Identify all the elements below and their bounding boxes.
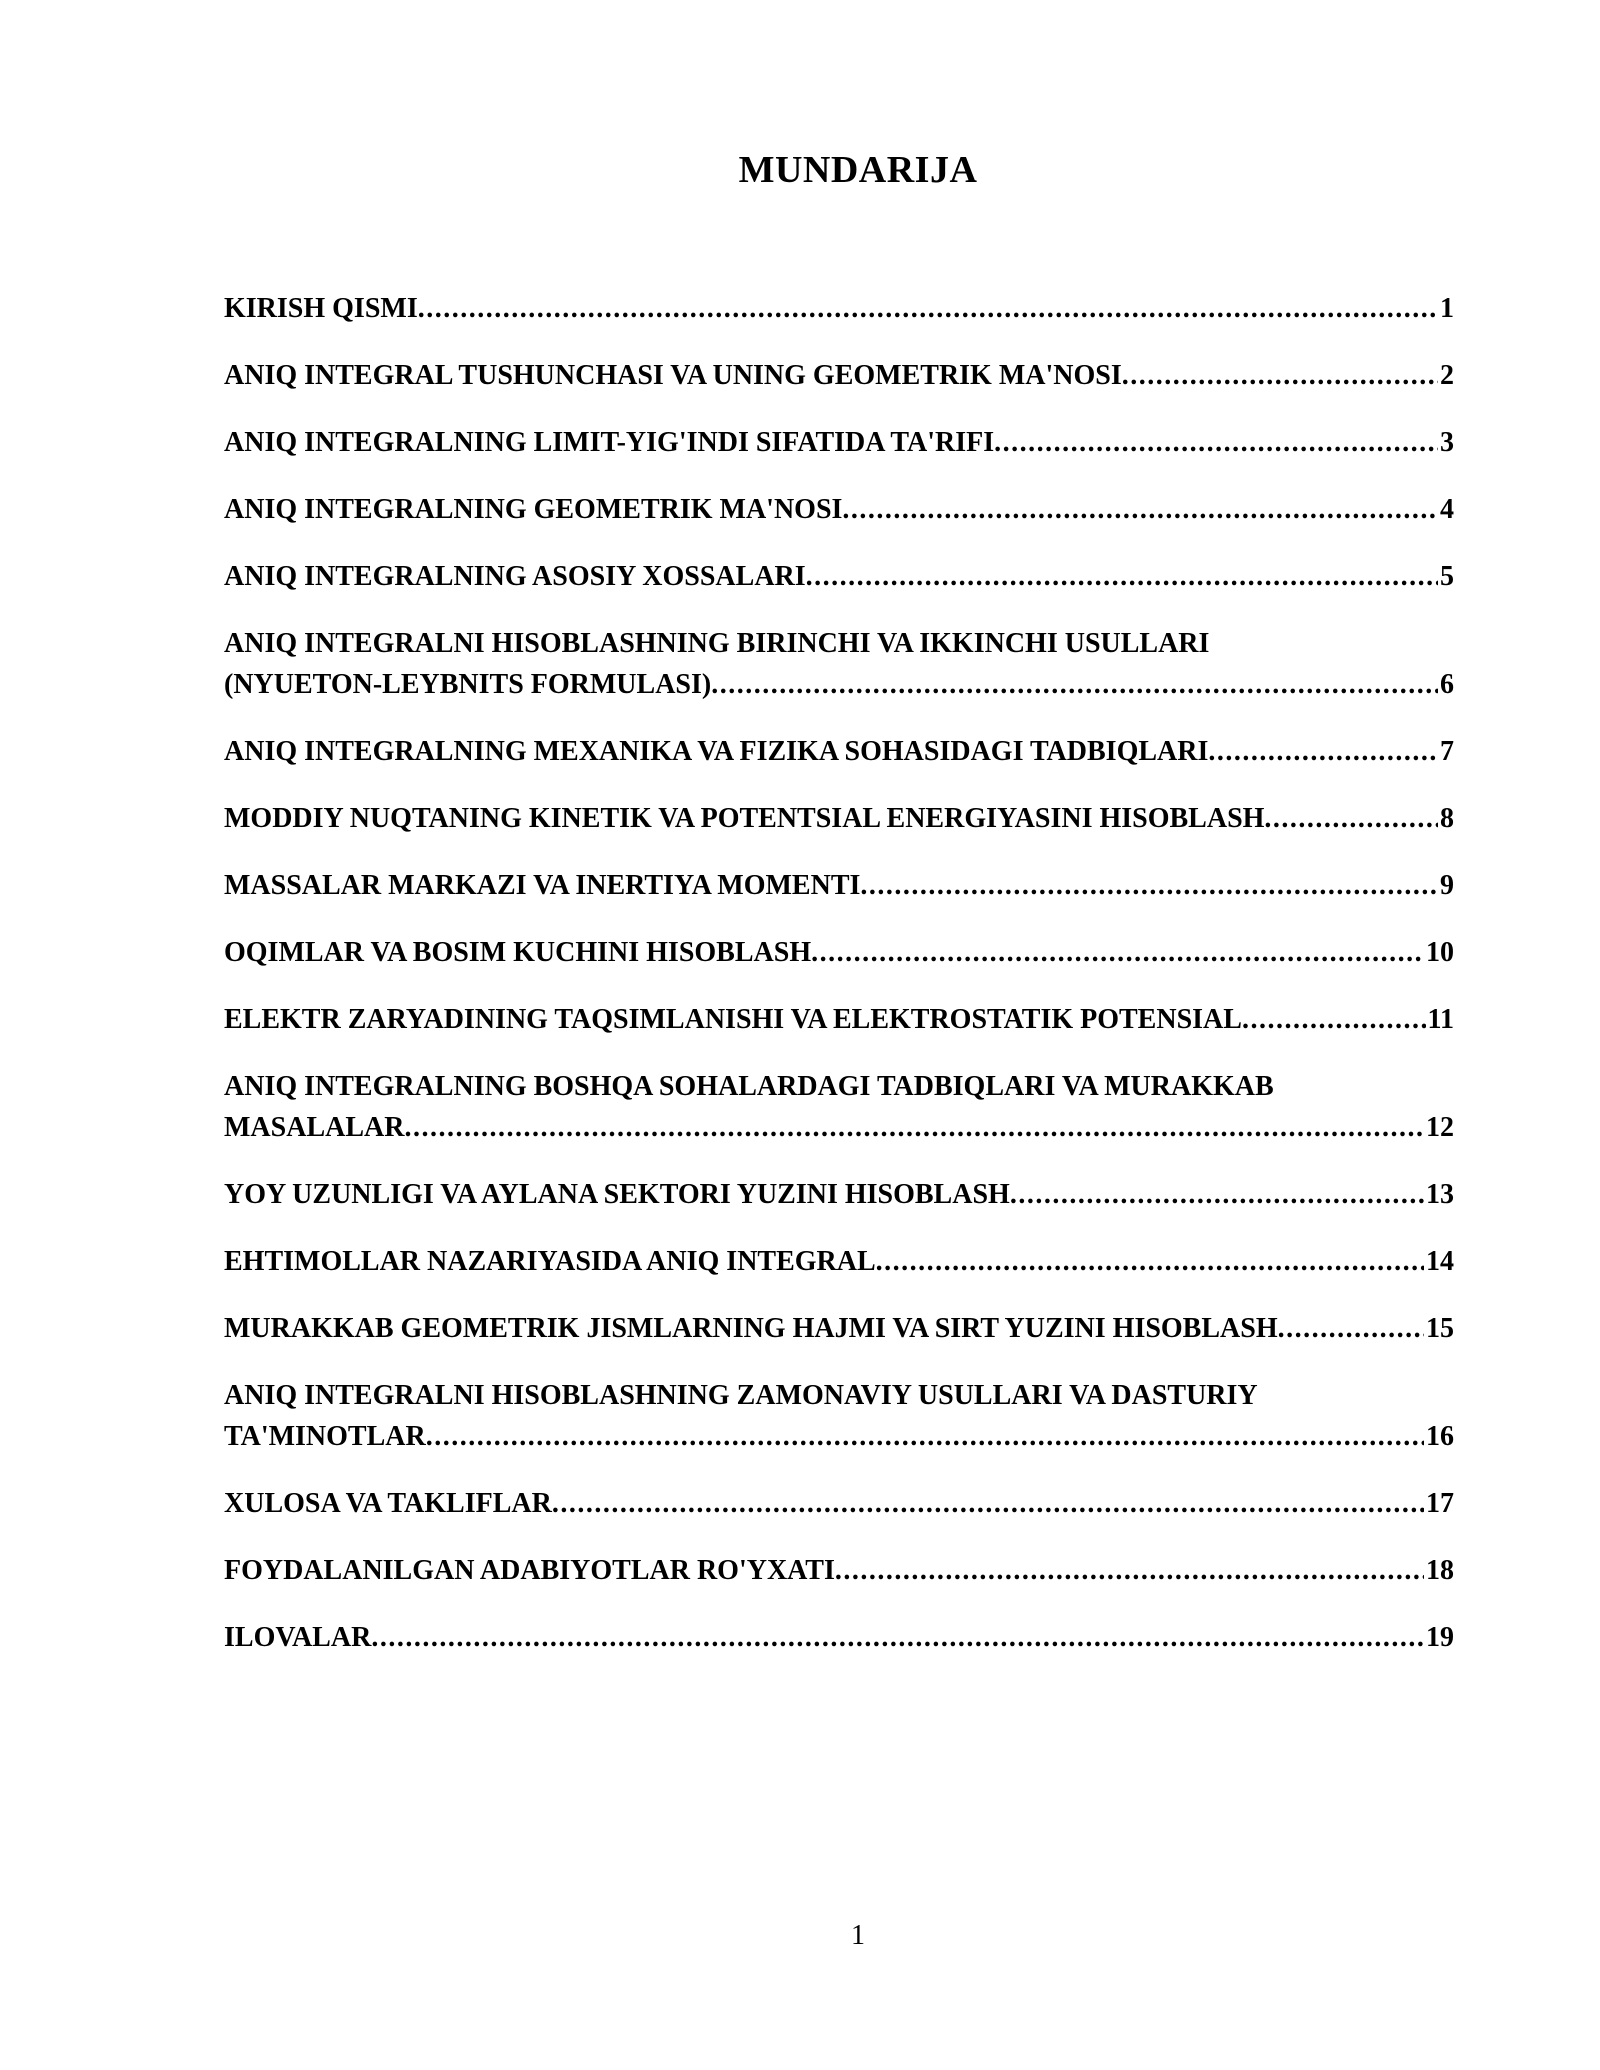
- table-of-contents: [224, 288, 1454, 1684]
- toc-dot-leader: [1264, 798, 1438, 839]
- toc-entry-page-number: 8: [1440, 803, 1454, 834]
- toc-dot-leader: [876, 1241, 1424, 1282]
- toc-dot-leader: [842, 489, 1438, 530]
- toc-entry-line: [224, 798, 1454, 839]
- toc-entry-page-number: 5: [1440, 561, 1454, 592]
- toc-dot-leader: [806, 556, 1438, 597]
- toc-entry[interactable]: [224, 999, 1454, 1040]
- toc-entry-title: ILOVALAR: [224, 1622, 372, 1653]
- toc-entry-page-number: 6: [1440, 669, 1454, 700]
- toc-entry-page-number: 18: [1426, 1555, 1454, 1586]
- toc-entry-line: [224, 1416, 1454, 1457]
- toc-entry[interactable]: [224, 556, 1454, 597]
- page-title: MUNDARIJA: [738, 149, 978, 191]
- toc-entry-line: [224, 865, 1454, 906]
- toc-entry-line: [224, 999, 1454, 1040]
- toc-entry[interactable]: [224, 1174, 1454, 1215]
- toc-entry[interactable]: [224, 1308, 1454, 1349]
- toc-dot-leader: [994, 422, 1438, 463]
- toc-entry-line: [224, 1483, 1454, 1524]
- toc-dot-leader: [404, 1107, 1424, 1148]
- toc-entry[interactable]: [224, 489, 1454, 530]
- toc-entry-page-number: 17: [1426, 1488, 1454, 1519]
- toc-entry[interactable]: [224, 798, 1454, 839]
- toc-entry-title: ANIQ INTEGRALNING GEOMETRIK MA'NOSI: [224, 494, 843, 525]
- toc-entry[interactable]: [224, 1550, 1454, 1591]
- toc-entry-title: MURAKKAB GEOMETRIK JISMLARNING HAJMI VA SIRT YUZINI HISOBLASH: [224, 1313, 1278, 1344]
- toc-entry-line: [224, 1107, 1454, 1148]
- toc-dot-leader: [1010, 1174, 1424, 1215]
- toc-dot-leader: [426, 1416, 1424, 1457]
- toc-entry-line: [224, 355, 1454, 396]
- toc-entry-page-number: 7: [1440, 736, 1454, 767]
- toc-dot-leader: [835, 1550, 1424, 1591]
- toc-entry-page-number: 16: [1426, 1421, 1454, 1452]
- toc-entry-page-number: 11: [1427, 1004, 1454, 1035]
- toc-entry-title: ANIQ INTEGRALNING MEXANIKA VA FIZIKA SOHASIDAGI TADBIQLARI: [224, 736, 1209, 767]
- toc-entry-title: (NYUETON-LEYBNITS FORMULASI): [224, 669, 712, 700]
- toc-entry-title-line1: ANIQ INTEGRALNI HISOBLASHNING BIRINCHI VA IKKINCHI USULLARI: [224, 628, 1210, 659]
- toc-dot-leader: [552, 1483, 1424, 1524]
- toc-entry-title: TA'MINOTLAR: [224, 1421, 426, 1452]
- toc-entry-title: MASALALAR: [224, 1112, 405, 1143]
- toc-entry-page-number: 19: [1426, 1622, 1454, 1653]
- toc-entry-title: MODDIY NUQTANING KINETIK VA POTENTSIAL ENERGIYASINI HISOBLASH: [224, 803, 1265, 834]
- toc-entry[interactable]: [224, 355, 1454, 396]
- toc-entry-title: FOYDALANILGAN ADABIYOTLAR RO'YXATI: [224, 1555, 835, 1586]
- toc-entry-page-number: 13: [1426, 1179, 1454, 1210]
- toc-entry-page-number: 1: [1440, 293, 1454, 324]
- toc-entry[interactable]: [224, 1375, 1454, 1457]
- toc-entry-title: MASSALAR MARKAZI VA INERTIYA MOMENTI: [224, 870, 861, 901]
- toc-dot-leader: [860, 865, 1438, 906]
- toc-entry-line: [224, 288, 1454, 329]
- toc-entry-title: EHTIMOLLAR NAZARIYASIDA ANIQ INTEGRAL: [224, 1246, 876, 1277]
- page-number: 1: [851, 1920, 865, 1951]
- toc-dot-leader: [1278, 1308, 1424, 1349]
- toc-entry-page-number: 4: [1440, 494, 1454, 525]
- toc-dot-leader: [371, 1617, 1424, 1658]
- toc-entry-title: ANIQ INTEGRALNING LIMIT-YIG'INDI SIFATIDA TA'RIFI: [224, 427, 995, 458]
- toc-entry-title: YOY UZUNLIGI VA AYLANA SEKTORI YUZINI HISOBLASH: [224, 1179, 1010, 1210]
- toc-entry[interactable]: [224, 731, 1454, 772]
- toc-dot-leader: [811, 932, 1424, 973]
- toc-entry-page-number: 15: [1426, 1313, 1454, 1344]
- toc-entry-line: [224, 932, 1454, 973]
- toc-entry-line: [224, 556, 1454, 597]
- toc-entry-line: [224, 664, 1454, 705]
- toc-entry-title: ELEKTR ZARYADINING TAQSIMLANISHI VA ELEKTROSTATIK POTENSIAL: [224, 1004, 1242, 1035]
- toc-entry-line: [224, 1617, 1454, 1658]
- toc-dot-leader: [1122, 355, 1438, 396]
- toc-entry[interactable]: [224, 288, 1454, 329]
- toc-entry-page-number: 3: [1440, 427, 1454, 458]
- toc-entry-line: [224, 731, 1454, 772]
- toc-entry-line: [224, 422, 1454, 463]
- toc-entry-line: [224, 1241, 1454, 1282]
- toc-entry-page-number: 9: [1440, 870, 1454, 901]
- toc-entry[interactable]: [224, 623, 1454, 705]
- toc-dot-leader: [1242, 999, 1426, 1040]
- toc-entry-page-number: 2: [1440, 360, 1454, 391]
- toc-entry-line: [224, 1174, 1454, 1215]
- toc-entry-title-line1: ANIQ INTEGRALNING BOSHQA SOHALARDAGI TADBIQLARI VA MURAKKAB: [224, 1071, 1274, 1102]
- toc-dot-leader: [711, 664, 1438, 705]
- toc-entry[interactable]: [224, 1617, 1454, 1658]
- toc-entry-title-line1: ANIQ INTEGRALNI HISOBLASHNING ZAMONAVIY USULLARI VA DASTURIY: [224, 1380, 1258, 1411]
- toc-entry-title: ANIQ INTEGRAL TUSHUNCHASI VA UNING GEOMETRIK MA'NOSI: [224, 360, 1122, 391]
- toc-entry-title: OQIMLAR VA BOSIM KUCHINI HISOBLASH: [224, 937, 812, 968]
- toc-entry-line: [224, 489, 1454, 530]
- toc-entry-line: [224, 1550, 1454, 1591]
- toc-entry[interactable]: [224, 1066, 1454, 1148]
- toc-entry-page-number: 10: [1426, 937, 1454, 968]
- toc-entry-page-number: 12: [1426, 1112, 1454, 1143]
- toc-entry-title: XULOSA VA TAKLIFLAR: [224, 1488, 552, 1519]
- toc-entry[interactable]: [224, 932, 1454, 973]
- toc-dot-leader: [418, 288, 1438, 329]
- toc-dot-leader: [1208, 731, 1438, 772]
- toc-entry[interactable]: [224, 1241, 1454, 1282]
- toc-entry-title: KIRISH QISMI: [224, 293, 418, 324]
- toc-entry[interactable]: [224, 422, 1454, 463]
- toc-entry[interactable]: [224, 1483, 1454, 1524]
- toc-entry-page-number: 14: [1426, 1246, 1454, 1277]
- toc-entry-line: [224, 1308, 1454, 1349]
- toc-entry[interactable]: [224, 865, 1454, 906]
- toc-entry-title: ANIQ INTEGRALNING ASOSIY XOSSALARI: [224, 561, 806, 592]
